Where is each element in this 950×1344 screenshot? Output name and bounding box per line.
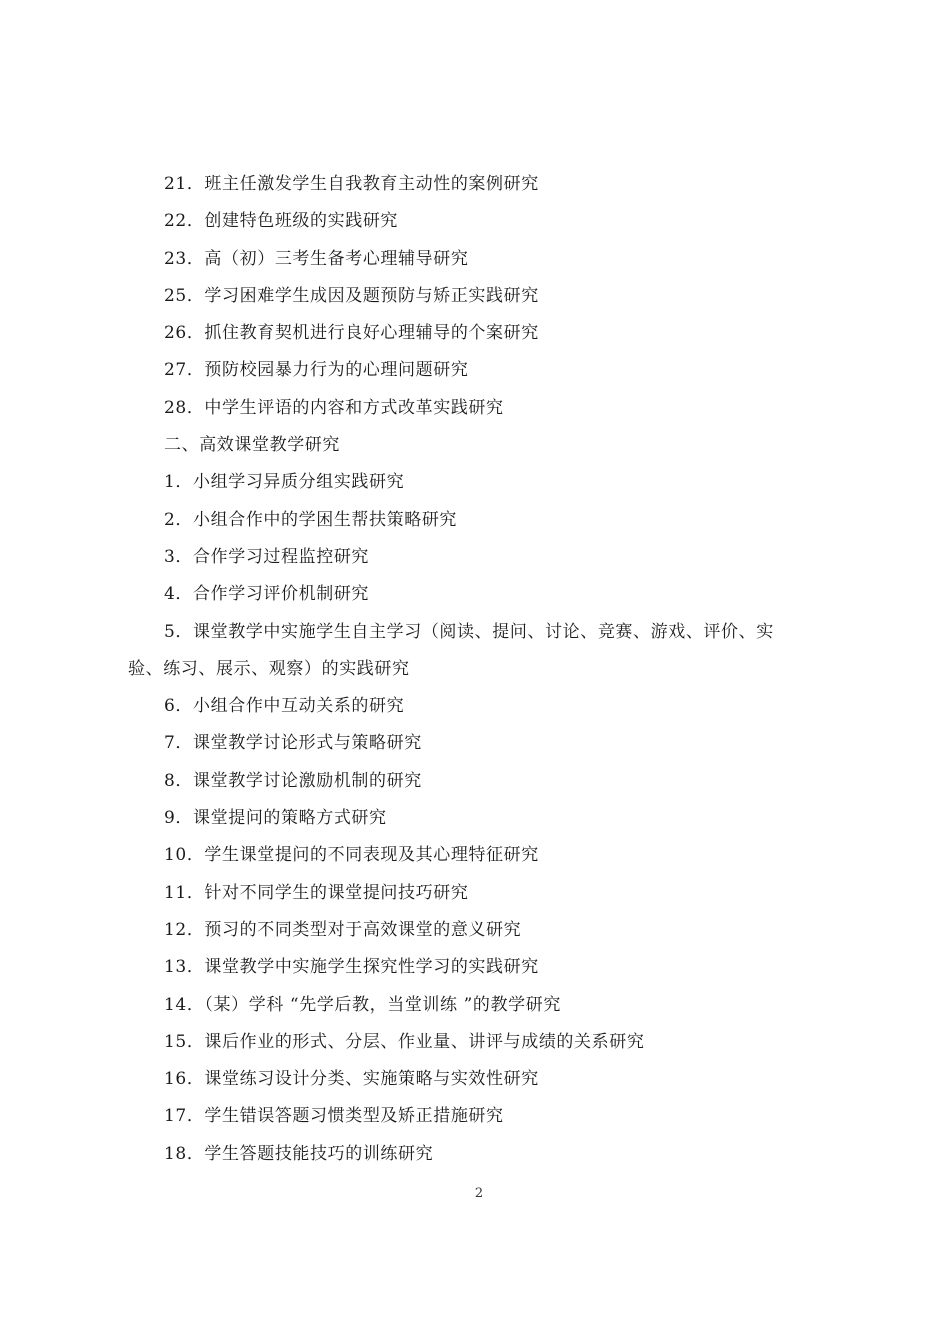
list-item: 18．学生答题技能技巧的训练研究 bbox=[164, 1143, 434, 1164]
list-item: 2．小组合作中的学困生帮扶策略研究 bbox=[164, 509, 458, 530]
list-item: 12．预习的不同类型对于高效课堂的意义研究 bbox=[164, 919, 522, 940]
list-item: 22．创建特色班级的实践研究 bbox=[164, 211, 399, 232]
list-item: 25．学习困难学生成因及题预防与矫正实践研究 bbox=[164, 285, 539, 306]
list-item: 4．合作学习评价机制研究 bbox=[164, 584, 370, 605]
list-item: 3．合作学习过程监控研究 bbox=[164, 546, 370, 567]
list-item: 7．课堂教学讨论形式与策略研究 bbox=[164, 733, 422, 754]
list-item: 13．课堂教学中实施学生探究性学习的实践研究 bbox=[164, 957, 539, 978]
list-item: 6．小组合作中互动关系的研究 bbox=[164, 696, 405, 717]
list-item: 9．课堂提问的策略方式研究 bbox=[164, 808, 387, 829]
list-item: 21．班主任激发学生自我教育主动性的案例研究 bbox=[164, 174, 539, 194]
list-item: 16．课堂练习设计分类、实施策略与实效性研究 bbox=[164, 1069, 539, 1090]
document-body bbox=[128, 166, 840, 1173]
list-item: 10．学生课堂提问的不同表现及其心理特征研究 bbox=[164, 845, 539, 866]
list-item: 8．课堂教学讨论激励机制的研究 bbox=[164, 770, 422, 791]
list-item-continuation: 验、练习、展示、观察）的实践研究 bbox=[128, 658, 410, 679]
list-item: 17．学生错误答题习惯类型及矫正措施研究 bbox=[164, 1106, 504, 1127]
list-item: 27．预防校园暴力行为的心理问题研究 bbox=[164, 360, 469, 381]
list-item: 23．高（初）三考生备考心理辅导研究 bbox=[164, 248, 469, 269]
list-item: 5．课堂教学中实施学生自主学习（阅读、提问、讨论、竞赛、游戏、评价、实 bbox=[164, 621, 774, 642]
list-item: 14．（某）学科 “先学后教，当堂训练 ”的教学研究 bbox=[164, 994, 561, 1015]
list-item: 1．小组学习异质分组实践研究 bbox=[164, 472, 405, 493]
list-item: 15．课后作业的形式、分层、作业量、讲评与成绩的关系研究 bbox=[164, 1031, 645, 1052]
section-heading: 二、高效课堂教学研究 bbox=[164, 435, 340, 456]
list-item: 26．抓住教育契机进行良好心理辅导的个案研究 bbox=[164, 323, 539, 344]
list-item: 11．针对不同学生的课堂提问技巧研究 bbox=[164, 882, 469, 903]
list-item: 28．中学生评语的内容和方式改革实践研究 bbox=[164, 397, 504, 418]
page-number: 2 bbox=[474, 1186, 484, 1201]
